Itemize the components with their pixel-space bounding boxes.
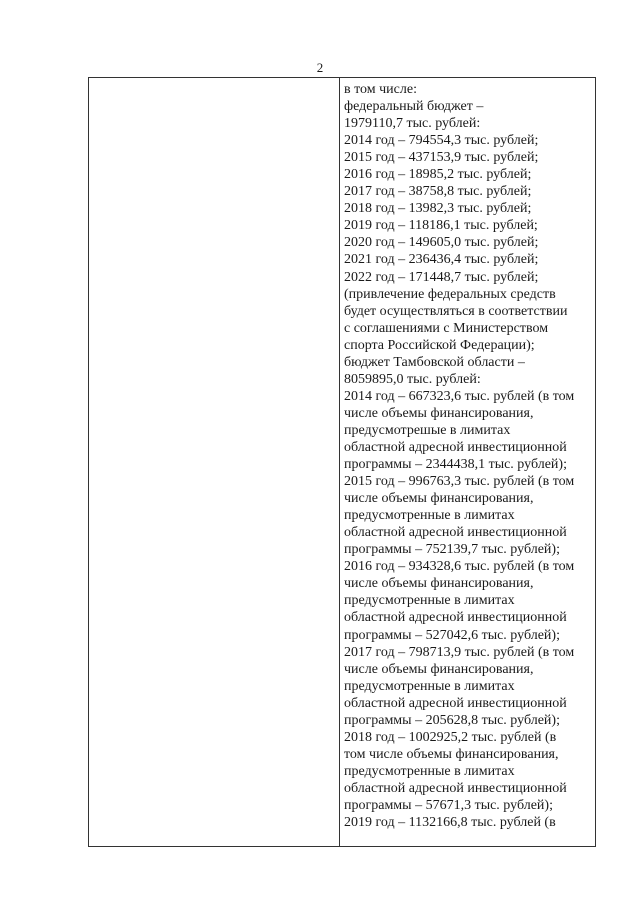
- text-line: программы – 527042,6 тыс. рублей);: [344, 627, 560, 643]
- text-line: 8059895,0 тыс. рублей:: [344, 371, 481, 387]
- text-line: 2022 год – 171448,7 тыс. рублей;: [344, 269, 539, 285]
- text-line: 2014 год – 794554,3 тыс. рублей;: [344, 133, 539, 149]
- text-line: предусмотренные в лимитах: [344, 763, 515, 779]
- text-line: в том числе:: [344, 82, 417, 97]
- text-line: 2019 год – 1132166,8 тыс. рублей (в: [344, 815, 556, 831]
- text-line: числе объемы финансирования,: [344, 576, 534, 592]
- text-line: 2021 год – 236436,4 тыс. рублей;: [344, 252, 539, 268]
- text-line: программы – 205628,8 тыс. рублей);: [344, 712, 560, 728]
- funding-table: [88, 77, 596, 847]
- text-line: предусмотренные в лимитах: [344, 593, 515, 609]
- text-line: 2020 год – 149605,0 тыс. рублей;: [344, 235, 539, 251]
- text-line: будет осуществляться в соответствии: [344, 303, 568, 319]
- text-line: 1979110,7 тыс. рублей:: [344, 116, 481, 132]
- text-line: областной адресной инвестиционной: [344, 695, 567, 711]
- text-line: программы – 2344438,1 тыс. рублей);: [344, 457, 567, 473]
- page-number: 2: [316, 60, 324, 75]
- text-line: числе объемы финансирования,: [344, 661, 534, 677]
- text-line: бюджет Тамбовской области –: [344, 354, 525, 370]
- text-line: числе объемы финансирования,: [344, 405, 534, 421]
- text-line: с соглашениями с Министерством: [344, 320, 549, 336]
- text-line: (привлечение федеральных средств: [344, 286, 556, 302]
- table-right-cell: [340, 78, 595, 846]
- text-line: предусмотренные в лимитах: [344, 678, 515, 694]
- text-line: спорта Российской Федерации);: [344, 337, 535, 353]
- text-line: 2019 год – 118186,1 тыс. рублей;: [344, 218, 538, 234]
- text-line: областной адресной инвестиционной: [344, 610, 567, 626]
- text-line: числе объемы финансирования,: [344, 491, 534, 507]
- text-line: программы – 57671,3 тыс. рублей);: [344, 797, 553, 813]
- text-line: 2016 год – 934328,6 тыс. рублей (в том: [344, 559, 575, 575]
- text-line: 2015 год – 437153,9 тыс. рублей;: [344, 150, 539, 166]
- text-line: том числе объемы финансирования,: [344, 746, 559, 762]
- text-line: 2016 год – 18985,2 тыс. рублей;: [344, 167, 532, 183]
- table-left-cell: [89, 78, 340, 846]
- text-line: предусмотренные в лимитах: [344, 508, 515, 524]
- text-line: 2018 год – 1002925,2 тыс. рублей (в: [344, 729, 557, 745]
- text-line: 2014 год – 667323,6 тыс. рублей (в том: [344, 388, 575, 404]
- text-line: областной адресной инвестиционной: [344, 525, 567, 541]
- text-line: предусмотрешые в лимитах: [344, 422, 511, 438]
- text-line: 2017 год – 798713,9 тыс. рублей (в том: [344, 644, 575, 660]
- text-line: 2018 год – 13982,3 тыс. рублей;: [344, 201, 532, 217]
- text-line: 2015 год – 996763,3 тыс. рублей (в том: [344, 474, 575, 490]
- text-line: областной адресной инвестиционной: [344, 780, 567, 796]
- text-line: областной адресной инвестиционной: [344, 439, 567, 455]
- text-line: программы – 752139,7 тыс. рублей);: [344, 542, 560, 558]
- text-line: федеральный бюджет –: [344, 99, 484, 115]
- text-line: 2017 год – 38758,8 тыс. рублей;: [344, 184, 532, 200]
